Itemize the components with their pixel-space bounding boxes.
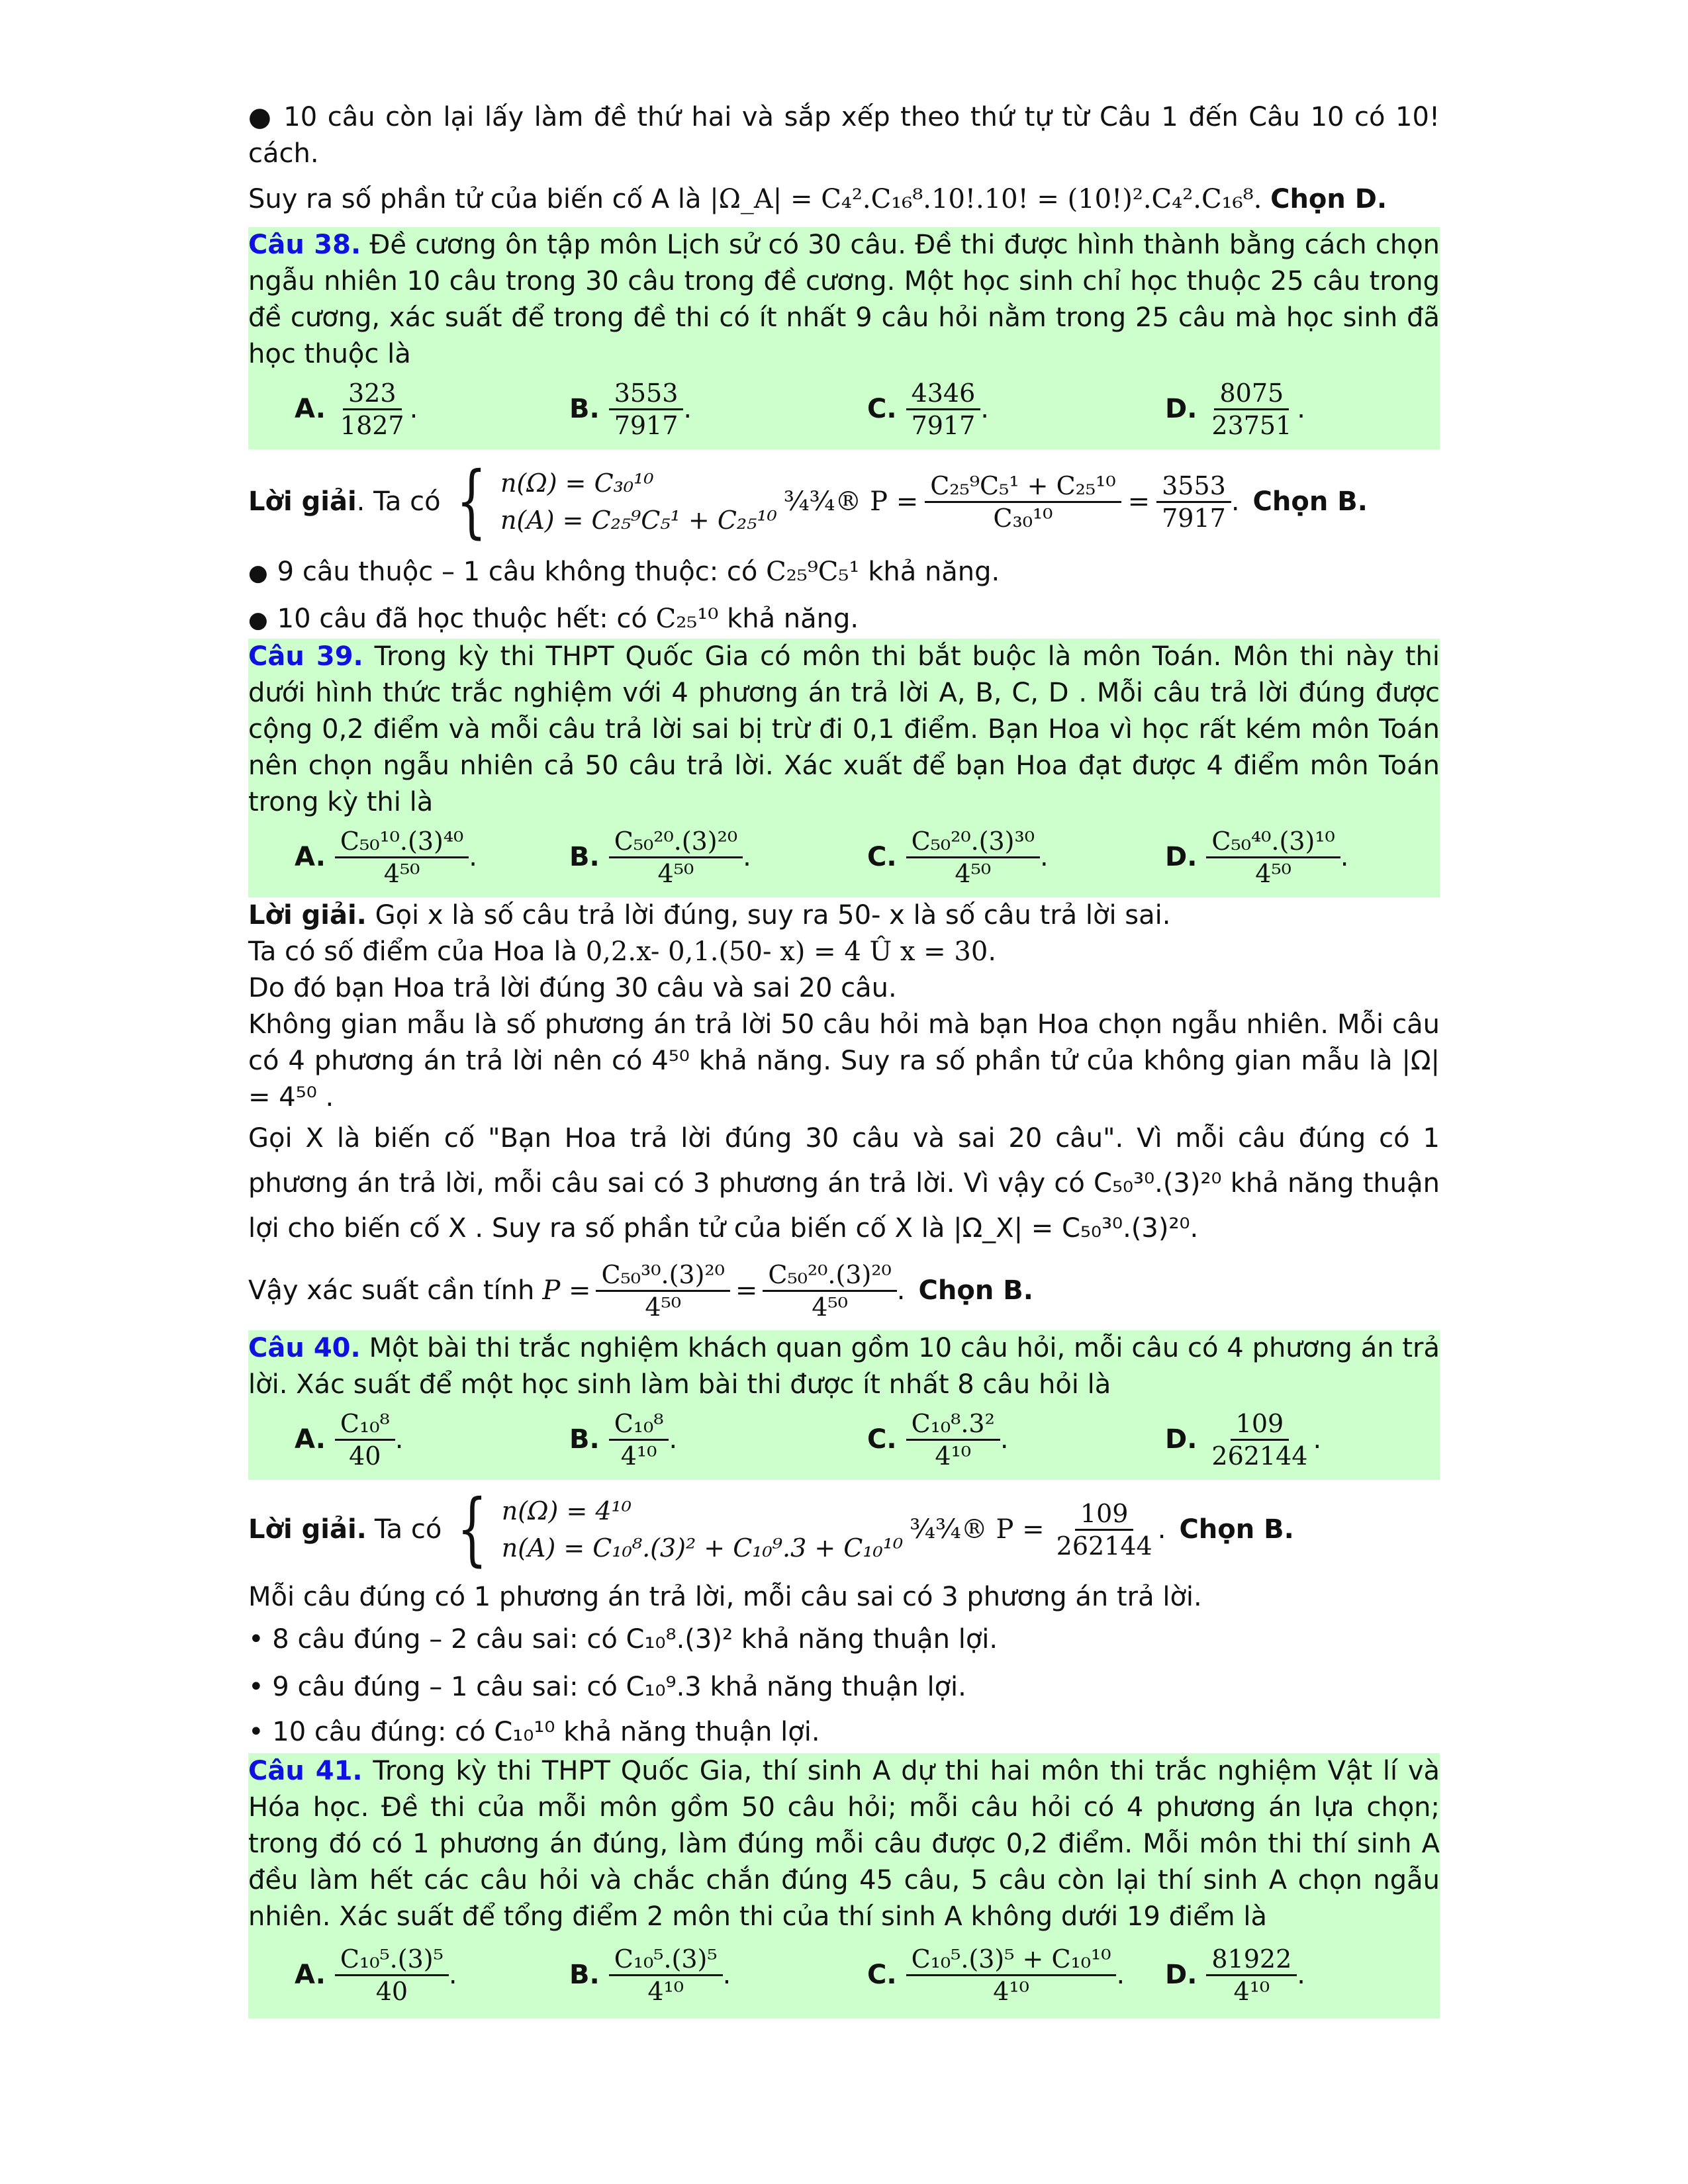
answer-choice: Chọn B. [1179,1514,1294,1545]
question-39-solution-4: Không gian mẫu là số phương án trả lời 50 câu hỏi mà bạn Hoa chọn ngẫu nhiên. Mỗi câu có 4 phương án trả lời nên có 4⁵⁰ khả năng. Suy ra số phần tử của không gian mẫu là |Ω| = 4⁵⁰ . [248,1009,1440,1113]
option-d[interactable]: D. $\frac{\text{C₅₀⁴⁰.(3)¹⁰}}{\text{4⁵⁰}}$ . [1165,826,1349,888]
option-b[interactable]: B. $\frac{\text{C₅₀²⁰.(3)²⁰}}{\text{4⁵⁰}}$ . [569,826,751,888]
option-c[interactable]: C. $\frac{\text{C₅₀²⁰.(3)³⁰}}{\text{4⁵⁰}}$ . [867,826,1049,888]
question-41-label: Câu 41. [248,1756,363,1786]
question-40-solution: Lời giải. Ta có { n(Ω) = 4¹⁰ n(A) = C₁₀⁸.(3)² + C₁₀⁹.3 + C₁₀¹⁰ ¾¾® P = $\frac{109}{262144}$ . Chọn B. [248,1483,1294,1575]
question-40-bullet-2: • 9 câu đúng – 1 câu sai: có C₁₀⁹.3 khả năng thuận lợi. [248,1672,966,1702]
question-39-solution-6: Vậy xác suất cần tính P = $\frac{\text{C₅₀³⁰.(3)²⁰}}{\text{4⁵⁰}}$ = $\frac{\text{C₅₀²⁰.(3)²⁰}}{\text{4⁵⁰}}$ . Chọn B. [248,1259,1033,1322]
equation-system: { n(Ω) = 4¹⁰ n(A) = C₁₀⁸.(3)² + C₁₀⁹.3 + C₁₀¹⁰ [457,1483,904,1575]
intro-line-1: ● 10 câu còn lại lấy làm đề thứ hai và sắp xếp theo thứ tự từ Câu 1 đến Câu 10 có 10! cách. [248,102,1440,169]
question-40-bullet-3: • 10 câu đúng: có C₁₀¹⁰ khả năng thuận lợi. [248,1717,820,1747]
equation-system: { n(Ω) = C₃₀¹⁰ n(A) = C₂₅⁹C₅¹ + C₂₅¹⁰ [455,455,777,547]
option-b-fraction: $\frac{3553}{7917}$ [609,378,684,441]
question-40-stem [248,1330,1440,1403]
option-d[interactable]: D. $\frac{81922}{\text{4¹⁰}}$ . [1165,1944,1306,2006]
option-a[interactable]: A. $\frac{\text{C₁₀⁵.(3)⁵}}{40}$ . [295,1944,457,2006]
question-38-solution: Lời giải . Ta có { n(Ω) = C₃₀¹⁰ n(A) = C₂₅⁹C₅¹ + C₂₅¹⁰ ¾¾® P = $\frac{\text{C₂₅⁹C₅¹ + C₂₅¹⁰}}{\text{C₃₀¹⁰}}$ = $\frac{3553}{7917}$ . Chọn B. [248,455,1368,547]
question-40-text: Một bài thi trắc nghiệm khách quan gồm 10 câu hỏi, mỗi câu có 4 phương án trả lời. Xác suất để một học sinh làm bài thi được ít nhất 8 câu hỏi là [248,1333,1440,1400]
answer-choice: Chọn B. [918,1275,1033,1306]
question-40-bullet-1: • 8 câu đúng – 2 câu sai: có C₁₀⁸.(3)² khả năng thuận lợi. [248,1624,998,1655]
question-41-options [248,1935,1440,2015]
solution-label: Lời giải. [248,900,367,931]
option-c[interactable]: C. $\frac{\text{C₁₀⁸.3²}}{\text{4¹⁰}}$ . [867,1408,1009,1471]
question-41 [248,1753,1440,2019]
question-40-options [248,1403,1440,1476]
option-a[interactable]: A. $\frac{\text{C₅₀¹⁰.(3)⁴⁰}}{\text{4⁵⁰}}$ . [295,826,478,888]
question-38-stem [248,227,1440,373]
solution-label: Lời giải [248,486,357,517]
question-39-label: Câu 39. [248,641,363,672]
option-b[interactable]: B. $\frac{\text{C₁₀⁸}}{\text{4¹⁰}}$ . [569,1408,678,1471]
question-40-label: Câu 40. [248,1333,361,1363]
question-38-bullet-1: ● 9 câu thuộc – 1 câu không thuộc: có C₂₅⁹C₅¹ khả năng. [248,557,1000,587]
option-d-fraction: $\frac{8075}{23751}$ [1211,378,1292,440]
question-39 [248,639,1440,897]
question-39-text: Trong kỳ thi THPT Quốc Gia có môn thi bắt buộc là môn Toán. Môn thi này thi dưới hình thức trắc nghiệm với 4 phương án trả lời A, B, C, D . Mỗi câu trả lời đúng được cộng 0,2 điểm và mỗi câu trả lời sai bị trừ đi 0,1 điểm. Bạn Hoa vì học rất kém môn Toán nên chọn ngẫu nhiên cả 50 câu trả lời. Xác xuất để bạn Hoa đạt được 4 điểm môn Toán trong kỳ thi là [248,641,1440,817]
option-a-fraction: $\frac{323}{1827}$ [340,378,404,440]
question-40 [248,1330,1440,1480]
option-d[interactable]: D. $\frac{109}{262144}$ . [1165,1408,1322,1471]
question-38 [248,227,1440,449]
probability-fraction: $\frac{\text{C₂₅⁹C₅¹ + C₂₅¹⁰}}{\text{C₃₀¹⁰}}$ [925,471,1121,533]
question-39-solution-1: Lời giải. Gọi x là số câu trả lời đúng, suy ra 50- x là số câu trả lời sai. [248,900,1171,931]
answer-choice: Chọn B. [1252,486,1368,517]
intro-line-2-math: |Ω_A| = C₄².C₁₆⁸.10!.10! = (10!)².C₄².C₁₆⁸. [710,184,1262,214]
question-39-stem [248,639,1440,821]
question-38-options [248,373,1440,445]
question-38-bullet-2: ● 10 câu đã học thuộc hết: có C₂₅¹⁰ khả năng. [248,604,859,634]
question-38-text: Đề cương ôn tập môn Lịch sử có 30 câu. Đề thi được hình thành bằng cách chọn ngẫu nhiên 10 câu trong 30 câu trong đề cương. Một học sinh chỉ học thuộc 25 câu trong đề cương, xác suất để trong đề thi có ít nhất 9 câu hỏi nằm trong 25 câu mà học sinh đã học thuộc là [248,230,1440,369]
option-b[interactable]: B. $\frac{3553}{7917}$ . [569,378,692,440]
intro-choose: Chọn D. [1270,184,1387,214]
question-39-options [248,821,1440,893]
option-b[interactable]: B. $\frac{\text{C₁₀⁵.(3)⁵}}{\text{4¹⁰}}$ . [569,1944,731,2006]
intro-line-2 [248,181,1440,218]
question-39-solution-2: Ta có số điểm của Hoa là 0,2.x- 0,1.(50- x) = 4 Û x = 30. [248,936,997,967]
option-d[interactable]: D. $\frac{8075}{23751}$ . [1165,378,1306,440]
intro-line-2-text: Suy ra số phần tử của biến cố A là [248,184,702,214]
option-c-fraction: $\frac{4346}{7917}$ [906,378,981,441]
question-39-solution-3: Do đó bạn Hoa trả lời đúng 30 câu và sai 20 câu. [248,973,897,1003]
option-c[interactable]: C. $\frac{4346}{7917}$ . [867,378,989,440]
option-c[interactable]: C. $\frac{\text{C₁₀⁵.(3)⁵ + C₁₀¹⁰}}{\text{4¹⁰}}$ . [867,1944,1125,2006]
solution-label: Lời giải. [248,1514,367,1545]
question-41-text: Trong kỳ thi THPT Quốc Gia, thí sinh A dự thi hai môn thi trắc nghiệm Vật lí và Hóa học. Đề thi của mỗi môn gồm 50 câu hỏi; mỗi câu hỏi có 4 phương án lựa chọn; trong đó có 1 phương án đúng, làm đúng mỗi câu được 0,2 điểm. Mỗi môn thi thí sinh A đều làm hết các câu hỏi và chắc chắn đúng 45 câu, 5 câu còn lại thí sinh A chọn ngẫu nhiên. Xác suất để tổng điểm 2 môn thi của thí sinh A không dưới 19 điểm là [248,1756,1440,1932]
result-fraction: $\frac{3553}{7917}$ [1156,471,1231,533]
question-39-solution-5: Gọi X là biến cố "Bạn Hoa trả lời đúng 30 câu và sai 20 câu". Vì mỗi câu đúng có 1 phương án trả lời, mỗi câu sai có 3 phương án trả lời. Vì vậy có C₅₀³⁰.(3)²⁰ khả năng thuận lợi cho biến cố X . Suy ra số phần tử của biến cố X là |Ω_X| = C₅₀³⁰.(3)²⁰. [248,1123,1440,1244]
question-41-stem [248,1753,1440,1935]
option-a[interactable]: A. $\frac{323}{1827}$ . [295,378,418,440]
page [248,99,1440,2019]
option-a[interactable]: A. $\frac{\text{C₁₀⁸}}{40}$ . [295,1408,404,1471]
question-40-solution-1: Mỗi câu đúng có 1 phương án trả lời, mỗi câu sai có 3 phương án trả lời. [248,1582,1202,1612]
question-38-label: Câu 38. [248,230,361,260]
